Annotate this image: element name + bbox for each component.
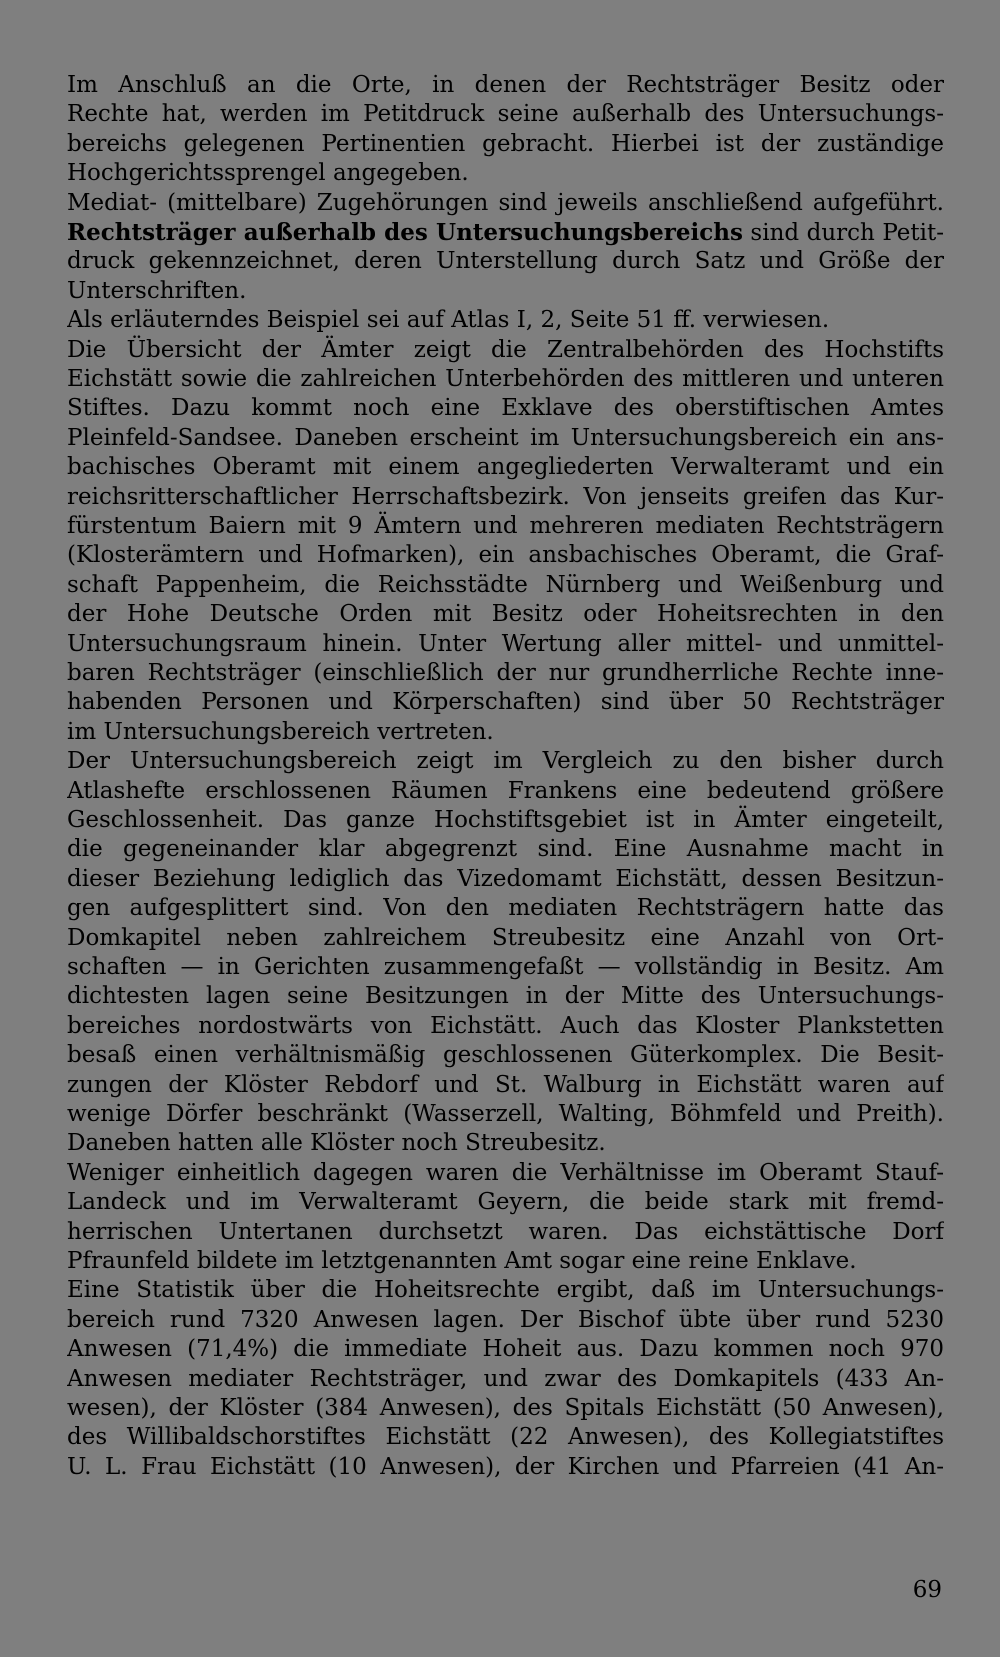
text-line: dieser Beziehung lediglich das Vizedomamt Eichstätt, dessen Besitzun- bbox=[67, 865, 944, 892]
text-line: Daneben hatten alle Klöster noch Streubesitz. bbox=[67, 1130, 606, 1157]
text-line: schaft Pappenheim, die Reichsstädte Nürnberg und Weißenburg und bbox=[67, 571, 944, 598]
text-line: Mediat- (mittelbare) Zugehörungen sind jeweils anschließend aufgeführt. bbox=[67, 189, 944, 216]
text-line: Als erläuterndes Beispiel sei auf Atlas I, 2, Seite 51 ff. verwiesen. bbox=[67, 307, 830, 334]
text-line: wenige Dörfer beschränkt (Wasserzell, Walting, Böhmfeld und Preith). bbox=[67, 1101, 944, 1127]
text-line: Der Untersuchungsbereich zeigt im Vergleich zu den bisher durch bbox=[67, 748, 944, 775]
text-line: Atlashefte erschlossenen Räumen Frankens eine bedeutend größere bbox=[67, 777, 944, 804]
text-line: bereiches nordostwärts von Eichstätt. Auch das Kloster Plankstetten bbox=[67, 1012, 944, 1039]
text-line: druck gekennzeichnet, deren Unterstellung durch Satz und Größe der bbox=[67, 248, 944, 275]
text-line: die gegeneinander klar abgegrenzt sind. Eine Ausnahme macht in bbox=[67, 836, 944, 863]
text-line: wesen), der Klöster (384 Anwesen), des Spitals Eichstätt (50 Anwesen), bbox=[67, 1395, 944, 1421]
text-line: bachisches Oberamt mit einem angegliederten Verwalteramt und ein bbox=[67, 454, 944, 481]
text-line: Weniger einheitlich dagegen waren die Verhältnisse im Oberamt Stauf- bbox=[67, 1159, 944, 1186]
text-line: Hochgerichtssprengel angegeben. bbox=[67, 160, 469, 187]
text-line: Die Übersicht der Ämter zeigt die Zentralbehörden des Hochstifts bbox=[67, 336, 944, 363]
text-line: zungen der Klöster Rebdorf und St. Walburg in Eichstätt waren auf bbox=[67, 1071, 944, 1098]
text-line: herrischen Untertanen durchsetzt waren. Das eichstättische Dorf bbox=[67, 1218, 944, 1245]
text-line: Landeck und im Verwalteramt Geyern, die beide stark mit fremd- bbox=[67, 1189, 944, 1216]
text-line bbox=[67, 217, 944, 248]
text-line: bereich rund 7320 Anwesen lagen. Der Bischof übte über rund 5230 bbox=[67, 1306, 944, 1333]
text-line: fürstentum Baiern mit 9 Ämtern und mehreren mediaten Rechtsträgern bbox=[67, 513, 944, 539]
text-line: Unterschriften. bbox=[67, 277, 247, 304]
text-line: U. L. Frau Eichstätt (10 Anwesen), der Kirchen und Pfarreien (41 An- bbox=[67, 1453, 944, 1480]
text-line: Im Anschluß an die Orte, in denen der Rechtsträger Besitz oder bbox=[67, 72, 944, 98]
page-number: 69 bbox=[912, 1577, 942, 1603]
text-line: Rechte hat, werden im Petitdruck seine außerhalb des Untersuchungs- bbox=[67, 101, 944, 128]
text-line: des Willibaldschorstiftes Eichstätt (22 Anwesen), des Kollegiatstiftes bbox=[67, 1424, 944, 1451]
text-line: gen aufgesplittert sind. Von den mediaten Rechtsträgern hatte das bbox=[67, 895, 944, 922]
bold-heading-phrase: Rechtsträger außerhalb des Untersuchungsbereichs bbox=[67, 219, 743, 246]
text-line: Geschlossenheit. Das ganze Hochstiftsgebiet ist in Ämter eingeteilt, bbox=[67, 807, 944, 833]
text-line: dichtesten lagen seine Besitzungen in der Mitte des Untersuchungs- bbox=[67, 983, 944, 1010]
text-line: Eine Statistik über die Hoheitsrechte ergibt, daß im Untersuchungs- bbox=[67, 1277, 944, 1304]
text-line: Pfraunfeld bildete im letztgenannten Amt sogar eine reine Enklave. bbox=[67, 1248, 857, 1274]
text-line: Stiftes. Dazu kommt noch eine Exklave des oberstiftischen Amtes bbox=[67, 395, 944, 422]
text-line: besaß einen verhältnismäßig geschlossenen Güterkomplex. Die Besit- bbox=[67, 1042, 944, 1069]
text-line: bereichs gelegenen Pertinentien gebracht. Hierbei ist der zuständige bbox=[67, 130, 944, 157]
text-line: (Klosterämtern und Hofmarken), ein ansbachisches Oberamt, die Graf- bbox=[67, 542, 944, 569]
text-line: baren Rechtsträger (einschließlich der nur grundherrliche Rechte inne- bbox=[67, 660, 944, 686]
text-line: reichsritterschaftlicher Herrschaftsbezirk. Von jenseits greifen das Kur- bbox=[67, 483, 944, 510]
text-line: Domkapitel neben zahlreichem Streubesitz eine Anzahl von Ort- bbox=[67, 924, 944, 951]
text-line: Anwesen mediater Rechtsträger, und zwar des Domkapitels (433 An- bbox=[67, 1365, 944, 1392]
text-line: Untersuchungsraum hinein. Unter Wertung aller mittel- und unmittel- bbox=[67, 630, 944, 657]
text-line: schaften — in Gerichten zusammengefaßt — vollständig in Besitz. Am bbox=[67, 954, 944, 980]
text-line: Anwesen (71,4%) die immediate Hoheit aus. Dazu kommen noch 970 bbox=[67, 1336, 944, 1363]
text-line: im Untersuchungsbereich vertreten. bbox=[67, 718, 494, 745]
text-line: Pleinfeld-Sandsee. Daneben erscheint im Untersuchungsbereich ein ans- bbox=[67, 424, 944, 451]
line-text: sind durch Petit- bbox=[742, 220, 944, 246]
text-line: Eichstätt sowie die zahlreichen Unterbehörden des mittleren und unteren bbox=[67, 366, 944, 392]
text-line: der Hohe Deutsche Orden mit Besitz oder Hoheitsrechten in den bbox=[67, 601, 944, 628]
text-line: habenden Personen und Körperschaften) sind über 50 Rechtsträger bbox=[67, 689, 944, 716]
